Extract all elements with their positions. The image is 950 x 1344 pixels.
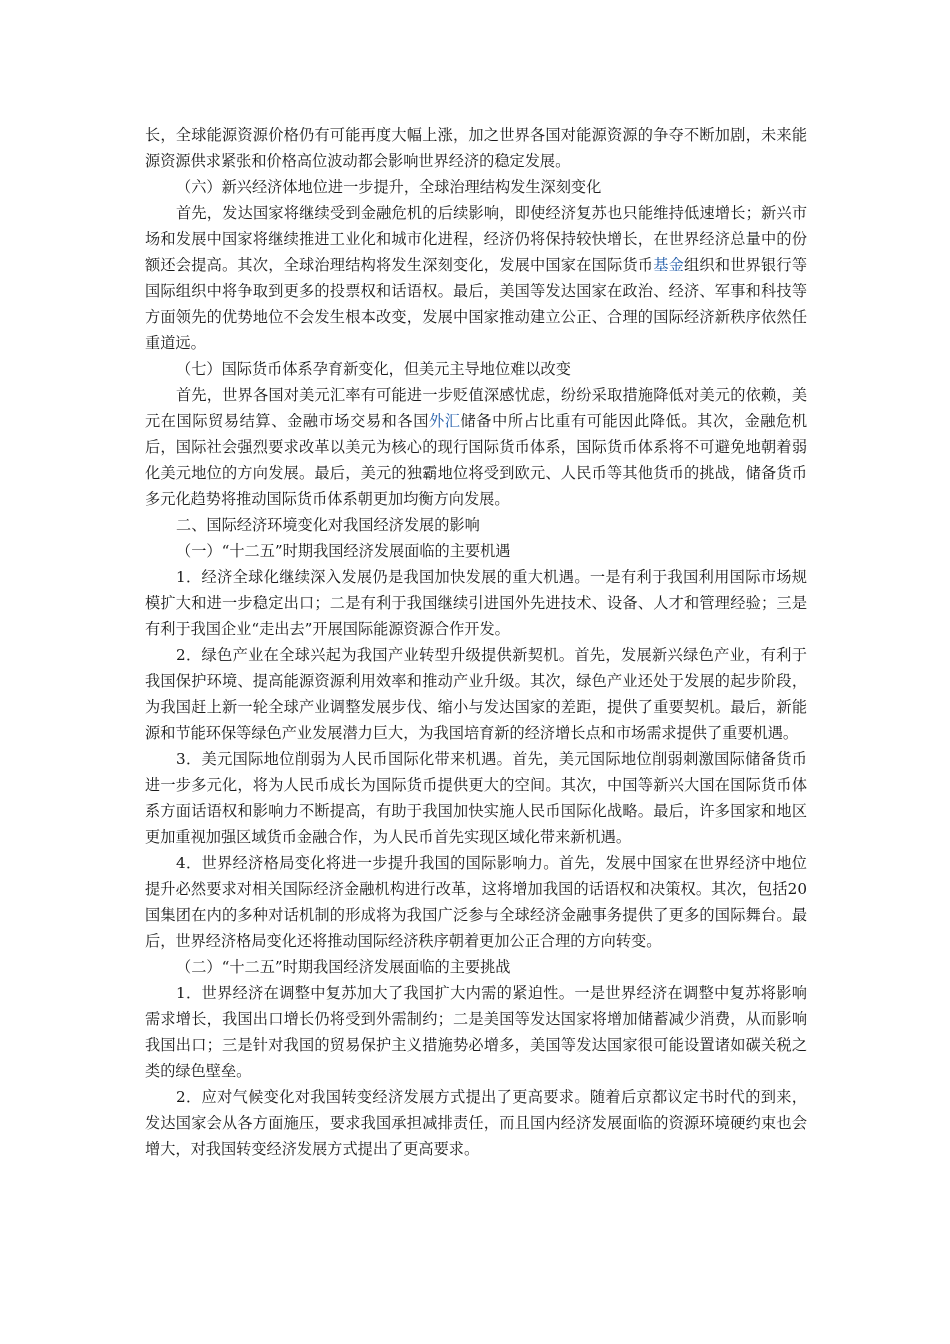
paragraph-challenge-1: 1．世界经济在调整中复苏加大了我国扩大内需的紧迫性。一是世界经济在调整中复苏将影响需求增长，我国出口增长仍将受到外需制约；二是美国等发达国家将增加储蓄减少消费，从而影响我国出口；三是针对我国的贸易保护主义措施势必增多，美国等发达国家很可能设置诸如碳关税之类的绿色壁垒。 [145, 984, 807, 1080]
document-body [145, 122, 807, 1162]
paragraph-text: 组织和世界银行等国际组织中将争取到更多的投票权和话语权。最后，美国等发达国家在政治、经济、军事和科技等方面领先的优势地位不会发生根本改变，发展中国家推动建立公正、合理的国际经济新秩序依然任重道远。 [145, 256, 808, 352]
heading-section-seven: （七）国际货币体系孕育新变化，但美元主导地位难以改变 [176, 360, 571, 378]
paragraph-intro: 长，全球能源资源价格仍有可能再度大幅上涨，加之世界各国对能源资源的争夺不断加剧，未来能源资源供求紧张和价格高位波动都会影响世界经济的稳定发展。 [145, 126, 807, 170]
link-waihui[interactable]: 外汇 [428, 412, 461, 430]
paragraph-opportunity-4: 4．世界经济格局变化将进一步提升我国的国际影响力。首先，发展中国家在世界经济中地位提升必然要求对相关国际经济金融机构进行改革，这将增加我国的话语权和决策权。其次，包括20国集团在内的多种对话机制的形成将为我国广泛参与全球经济金融事务提供了更多的国际舞台。最后，世界经济格局变化还将推动国际经济秩序朝着更加公正合理的方向转变。 [145, 854, 807, 950]
paragraph-text: 储备中所占比重有可能因此降低。其次，金融危机后，国际社会强烈要求改革以美元为核心的现行国际货币体系，国际货币体系将不可避免地朝着弱化美元地位的方向发展。最后，美元的独霸地位将受到欧元、人民币等其他货币的挑战，储备货币多元化趋势将推动国际货币体系朝更加均衡方向发展。 [145, 412, 808, 508]
paragraph-opportunity-2: 2．绿色产业在全球兴起为我国产业转型升级提供新契机。首先，发展新兴绿色产业，有利于我国保护环境、提高能源资源利用效率和推动产业升级。其次，绿色产业还处于发展的起步阶段，为我国赶上新一轮全球产业调整发展步伐、缩小与发达国家的差距，提供了重要契机。最后，新能源和节能环保等绿色产业发展潜力巨大，为我国培育新的经济增长点和市场需求提供了重要机遇。 [145, 646, 807, 742]
paragraph-opportunity-1: 1．经济全球化继续深入发展仍是我国加快发展的重大机遇。一是有利于我国利用国际市场规模扩大和进一步稳定出口；二是有利于我国继续引进国外先进技术、设备、人才和管理经验；三是有利于我国企业“走出去”开展国际能源资源合作开发。 [145, 568, 807, 638]
heading-section-six: （六）新兴经济体地位进一步提升，全球治理结构发生深刻变化 [176, 178, 602, 196]
paragraph-text: 首先，世界各国对美元汇率有可能进一步贬值深感忧虑，纷纷采取措施降低对美元的依赖，美元在国际贸易结算、金融市场交易和各国 [145, 386, 807, 430]
paragraph-section-seven [145, 382, 807, 512]
heading-part-two: 二、国际经济环境变化对我国经济发展的影响 [176, 516, 480, 534]
heading-challenges: （二）“十二五”时期我国经济发展面临的主要挑战 [176, 958, 511, 976]
link-jijin[interactable]: 基金 [653, 256, 685, 274]
paragraph-text: 首先，发达国家将继续受到金融危机的后续影响，即使经济复苏也只能维持低速增长；新兴市场和发展中国家将继续推进工业化和城市化进程，经济仍将保持较快增长，在世界经济总量中的份额还会提高。其次，全球治理结构将发生深刻变化，发展中国家在国际货币 [145, 204, 807, 274]
heading-opportunities: （一）“十二五”时期我国经济发展面临的主要机遇 [176, 542, 511, 560]
paragraph-challenge-2: 2．应对气候变化对我国转变经济发展方式提出了更高要求。随着后京都议定书时代的到来，发达国家会从各方面施压，要求我国承担减排责任，而且国内经济发展面临的资源环境硬约束也会增大，对我国转变经济发展方式提出了更高要求。 [145, 1088, 807, 1158]
paragraph-opportunity-3: 3．美元国际地位削弱为人民币国际化带来机遇。首先，美元国际地位削弱刺激国际储备货币进一步多元化，将为人民币成长为国际货币提供更大的空间。其次，中国等新兴大国在国际货币体系方面话语权和影响力不断提高，有助于我国加快实施人民币国际化战略。最后，许多国家和地区更加重视加强区域货币金融合作，为人民币首先实现区域化带来新机遇。 [145, 750, 807, 846]
paragraph-section-six [145, 200, 807, 356]
